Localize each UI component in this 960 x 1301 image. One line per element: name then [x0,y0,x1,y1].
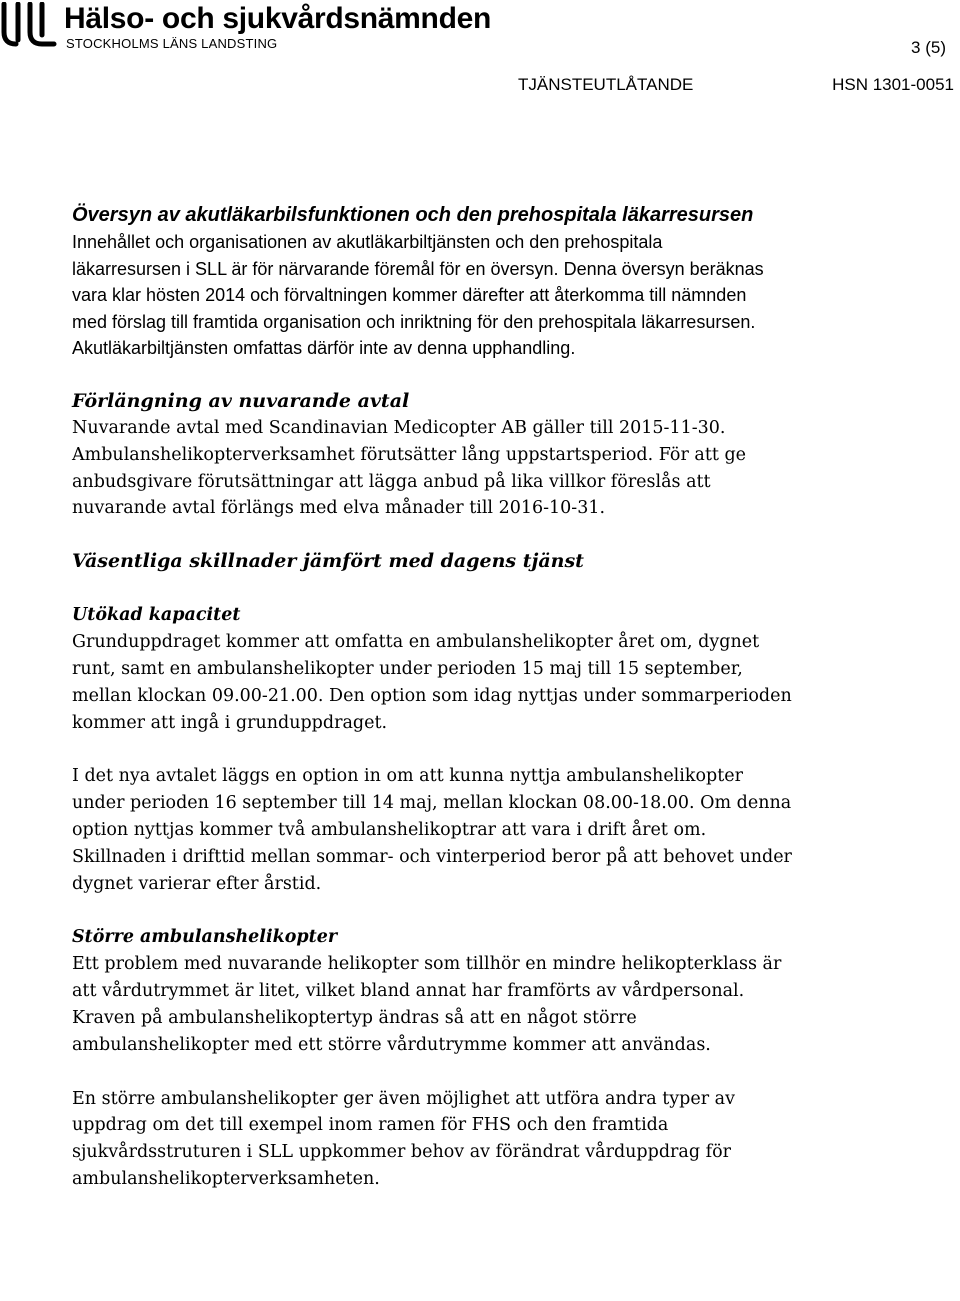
paragraph-storre-2: En större ambulanshelikopter ger även möjlighet att utföra andra typer av uppdrag om det till exempel inom ramen för FHS och den framtida sjukvårdsstruturen i SLL uppkommer behov av förändrat vårduppdrag för ambulanshelikopterverksamheten. [72,1088,735,1189]
section-heading-forlangning: Förlängning av nuvarande avtal [72,389,410,412]
sll-logo-icon [0,2,58,48]
paragraph-kapacitet-1: Grunduppdraget kommer att omfatta en ambulanshelikopter året om, dygnet runt, samt en ambulanshelikopter under perioden 15 maj till 15 september, mellan klockan 09.00-21.00. Den option som idag nyttjas under sommarperioden kommer att ingå i grunduppdraget. [72,632,792,733]
document-type: TJÄNSTEUTLÅTANDE [518,75,694,94]
page-number: 3 (5) [911,38,946,57]
section-body-forlangning: Nuvarande avtal med Scandinavian Medicopter AB gäller till 2015-11-30. Ambulanshelikopterverksamhet förutsätter lång uppstartsperiod. För att ge anbudsgivare förutsättningar att lägga anbud på lika villkor föreslås att nuvarande avtal förlängs med elva månader till 2016-10-31. [72,417,747,519]
section-body-oversyn: Innehållet och organisationen av akutläkarbiltjänsten och den prehospitala läkarresursen i SLL är för närvarande föremål för en översyn. Denna översyn beräknas vara klar hösten 2014 och förvaltningen kommer därefter att återkomma till nämnden med förslag till framtida organisation och inriktning för den prehospitala läkarresursen. Akutläkarbiltjänsten omfattas därför inte av denna upphandling. [72,232,764,359]
org-subtitle: STOCKHOLMS LÄNS LANDSTING [66,36,278,51]
org-name: Hälso- och sjukvårdsnämnden [64,2,492,35]
header-logo [0,0,492,54]
subheading-storre-ambulanshelikopter: Större ambulanshelikopter [72,927,338,948]
document-reference: HSN 1301-0051 [832,75,954,94]
paragraph-storre-1: Ett problem med nuvarande helikopter som tillhör en mindre helikopterklass är att vårdutrymmet är litet, vilket bland annat har framförts av vårdpersonal. Kraven på ambulanshelikoptertyp ändras så att en något större ambulanshelikopter med ett större vårdutrymme kommer att användas. [72,954,782,1055]
section-heading-skillnader: Väsentliga skillnader jämfört med dagens tjänst [72,550,584,573]
subheading-utokad-kapacitet: Utökad kapacitet [72,605,241,626]
document-body [72,202,792,1193]
paragraph-kapacitet-2: I det nya avtalet läggs en option in om att kunna nyttja ambulanshelikopter under perioden 16 september till 14 maj, mellan klockan 08.00-18.00. Om denna option nyttjas kommer två ambulanshelikoptrar att vara i drift året om. Skillnaden i drifttid mellan sommar- och vinterperiod beror på att behovet under dygnet varierar efter årstid. [72,766,792,894]
section-heading-oversyn: Översyn av akutläkarbilsfunktionen och den prehospitala läkarresursen [72,204,754,226]
